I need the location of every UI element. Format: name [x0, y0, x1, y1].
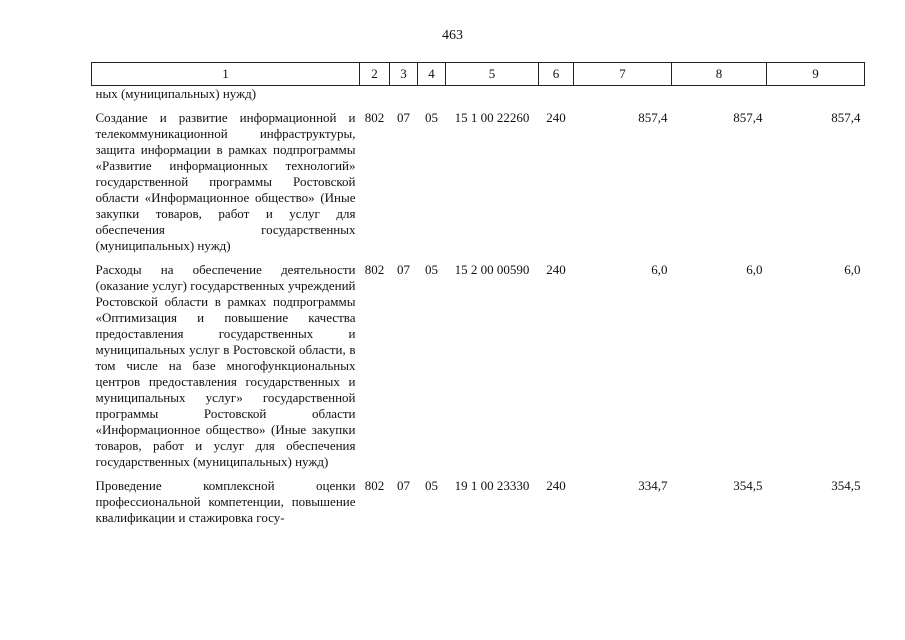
row-code-3: 07 — [397, 110, 410, 125]
row-code-5: 15 2 00 00590 — [454, 262, 530, 277]
row-amount-9: 6,0 — [844, 262, 861, 277]
column-header-7: 7 — [574, 63, 672, 86]
row-code-3: 07 — [397, 262, 410, 277]
column-header-4: 4 — [418, 63, 446, 86]
row-amount-8: 354,5 — [733, 478, 763, 493]
table-row — [92, 262, 865, 478]
row-code-5: 15 1 00 22260 — [454, 110, 530, 125]
row-code-3: 07 — [397, 478, 410, 493]
row-description: Создание и развитие информационной и телекоммуникационной инфраструктуры, защита информации в рамках подпрограммы «Развитие информационных технологий» государственной программы Ростовской области «Информационное общество» (Иные закупки товаров, работ и услуг для обеспечения государственных (муниципальных) нужд) — [95, 110, 356, 253]
row-code-4: 05 — [425, 478, 438, 493]
column-header-3: 3 — [390, 63, 418, 86]
row-code-2: 802 — [364, 478, 385, 493]
row-amount-8: 857,4 — [733, 110, 763, 125]
column-header-5: 5 — [446, 63, 539, 86]
column-header-8: 8 — [672, 63, 767, 86]
column-header-1: 1 — [92, 63, 360, 86]
row-code-2: 802 — [364, 110, 385, 125]
row-code-2: 802 — [364, 262, 385, 277]
row-amount-7: 6,0 — [651, 262, 668, 277]
row-code-5: 19 1 00 23330 — [454, 478, 530, 493]
row-code-6: 240 — [546, 478, 566, 493]
row-code-4: 05 — [425, 110, 438, 125]
column-header-6: 6 — [539, 63, 574, 86]
column-header-2: 2 — [360, 63, 390, 86]
row-amount-8: 6,0 — [746, 262, 763, 277]
row-amount-7: 334,7 — [638, 478, 668, 493]
table-row — [92, 110, 865, 262]
row-code-4: 05 — [425, 262, 438, 277]
table-row — [92, 478, 865, 526]
page-number: 463 — [442, 28, 463, 43]
header-row — [92, 63, 865, 86]
row-amount-9: 857,4 — [831, 110, 861, 125]
continuation-row — [92, 86, 865, 111]
budget-table — [91, 62, 865, 526]
row-code-6: 240 — [546, 262, 566, 277]
continuation-text: ных (муниципальных) нужд) — [95, 86, 257, 101]
row-amount-7: 857,4 — [638, 110, 668, 125]
row-description: Расходы на обеспечение деятельности (оказание услуг) государственных учреждений Ростовской области в рамках подпрограммы «Оптимизация и повышение качества предоставления государственных и муниципальных услуг в Ростовской области, в том числе на базе многофункциональных центров предоставления государственных и муниципальных услуг» государственной программы Ростовской области «Информационное общество» (Иные закупки товаров, работ и услуг для обеспечения государственных (муниципальных) нужд) — [95, 262, 356, 469]
column-header-9: 9 — [767, 63, 865, 86]
row-amount-9: 354,5 — [831, 478, 861, 493]
row-description: Проведение комплексной оценки профессиональной компетенции, повышение квалификации и стажировка госу- — [95, 478, 356, 525]
row-code-6: 240 — [546, 110, 566, 125]
